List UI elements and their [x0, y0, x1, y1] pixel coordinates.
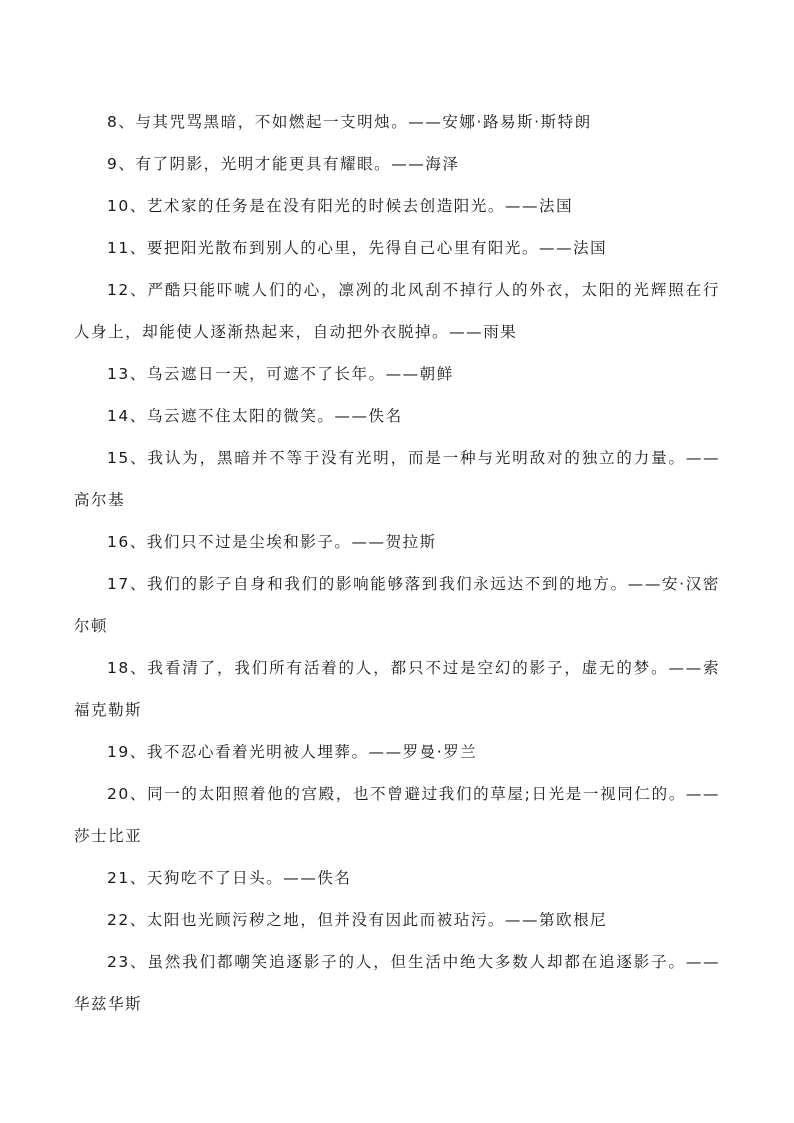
quote-item-13: 13、乌云遮日一天，可遮不了长年。——朝鲜 — [107, 365, 454, 383]
quote-item-11: 11、要把阳光散布到别人的心里，先得自己心里有阳光。——法国 — [107, 239, 608, 257]
quote-item-14: 14、乌云遮不住太阳的微笑。——佚名 — [107, 407, 403, 425]
quote-list — [74, 101, 720, 1025]
quote-item-10: 10、艺术家的任务是在没有阳光的时候去创造阳光。——法国 — [107, 197, 574, 215]
quote-item-23: 23、虽然我们都嘲笑追逐影子的人，但生活中绝大多数人却都在追逐影子。——华兹华斯 — [74, 953, 720, 1013]
quote-item-8: 8、与其咒骂黑暗，不如燃起一支明烛。——安娜·路易斯·斯特朗 — [107, 113, 592, 131]
quote-item-22: 22、太阳也光顾污秽之地，但并没有因此而被玷污。——第欧根尼 — [107, 911, 608, 929]
quote-item-12: 12、严酷只能吓唬人们的心，凛冽的北风刮不掉行人的外衣，太阳的光辉照在行人身上，却能使人逐渐热起来，自动把外衣脱掉。——雨果 — [74, 281, 720, 341]
quote-item-20: 20、同一的太阳照着他的宫殿，也不曾避过我们的草屋;日光是一视同仁的。——莎士比亚 — [74, 785, 720, 845]
quote-item-9: 9、有了阴影，光明才能更具有耀眼。——海泽 — [107, 155, 460, 173]
quote-item-17: 17、我们的影子自身和我们的影响能够落到我们永远达不到的地方。——安·汉密尔顿 — [74, 575, 720, 635]
quote-item-16: 16、我们只不过是尘埃和影子。——贺拉斯 — [107, 533, 437, 551]
quote-item-21: 21、天狗吃不了日头。——佚名 — [107, 869, 352, 887]
quote-item-15: 15、我认为，黑暗并不等于没有光明，而是一种与光明敌对的独立的力量。——高尔基 — [74, 449, 720, 509]
quote-item-19: 19、我不忍心看着光明被人埋葬。——罗曼·罗兰 — [107, 743, 478, 761]
quote-item-18: 18、我看清了，我们所有活着的人，都只不过是空幻的影子，虚无的梦。——索福克勒斯 — [74, 659, 720, 719]
